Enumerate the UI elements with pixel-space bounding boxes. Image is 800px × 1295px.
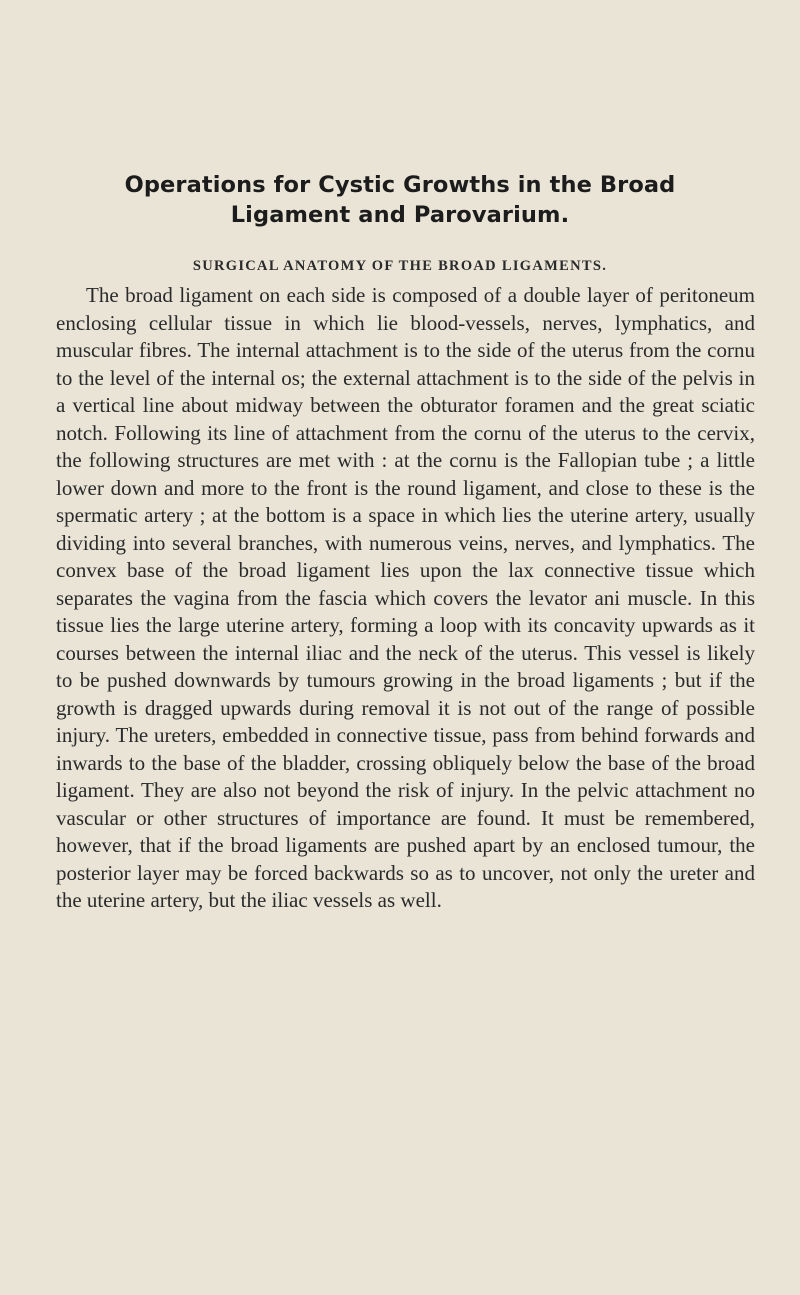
section-heading: SURGICAL ANATOMY OF THE BROAD LIGAMENTS.	[192, 258, 608, 274]
body-paragraph: The broad ligament on each side is composed of a double layer of peritoneum enclosing cellular tissue in which lie blood-vessels, nerves, lymphatics, and muscular fibres. The internal attachment is to the side of the uterus from the cornu to the level of the internal os; the external attachment is to the side of the pelvis in a vertical line about midway between the obturator foramen and the great sciatic notch. Following its line of attachment from the cornu of the uterus to the cervix, the following structures are met with : at the cornu is the Fallopian tube ; a little lower down and more to the front is the round ligament, and close to these is the spermatic artery ; at the bottom is a space in which lies the uterine artery, usually dividing into several branches, with numerous veins, nerves, and lymphatics. The convex base of the broad ligament lies upon the lax connective tissue which separates the vagina from the fascia which covers the levator ani muscle. In this tissue lies the large uterine artery, forming a loop with its concavity upwards as it courses between the internal iliac and the neck of the uterus. This vessel is likely to be pushed downwards by tumours growing in the broad ligaments ; but if the growth is dragged upwards during removal it is not out of the range of possible injury. The ureters, embedded in connective tissue, pass from behind forwards and inwards to the base of the bladder, crossing obliquely below the base of the broad ligament. They are also not beyond the risk of injury. In the pelvic attachment no vascular or other structures of importance are found. It must be remembered, however, that if the broad ligaments are pushed apart by an enclosed tumour, the posterior layer may be forced backwards so as to uncover, not only the ureter and the uterine artery, but the iliac vessels as well.	[56, 283, 755, 912]
chapter-title	[60, 170, 740, 230]
chapter-title-line-2: Ligament and Parovarium.	[230, 202, 570, 228]
chapter-title-line-1: Operations for Cystic Growths in the Broad	[124, 172, 676, 198]
